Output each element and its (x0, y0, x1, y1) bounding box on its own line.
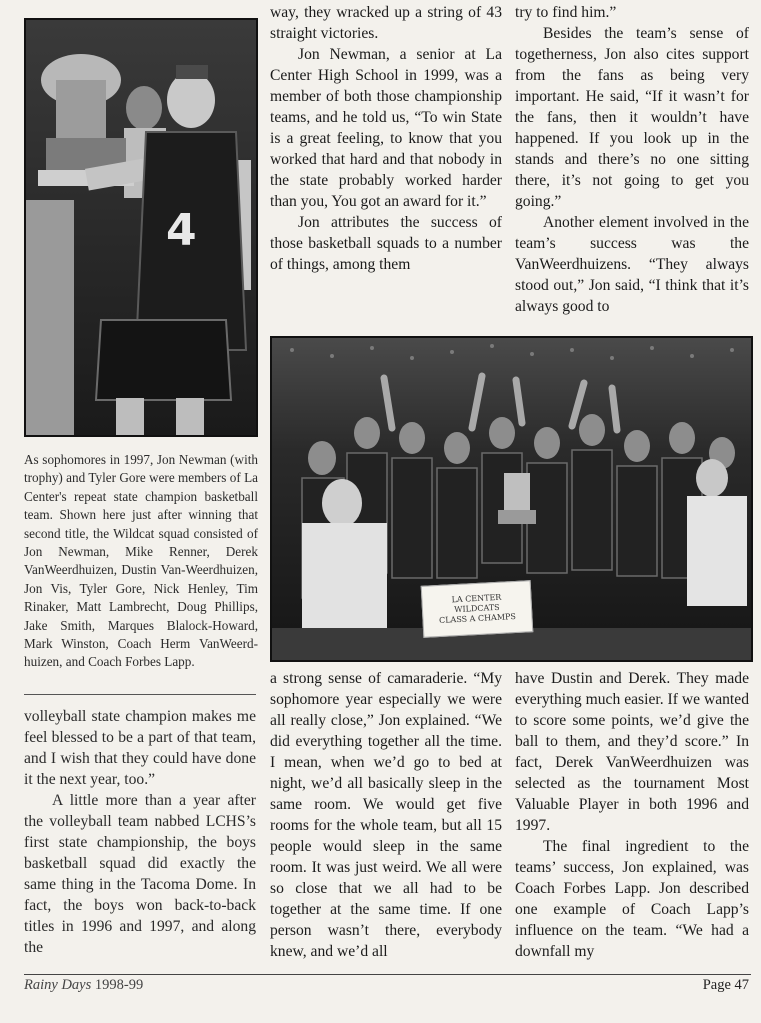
caption-divider (24, 694, 256, 695)
player-with-trophy-photo (24, 18, 258, 437)
photo-caption: As sophomores in 1997, Jon Newman (with trophy) and Tyler Gore were members of La Center's repeat state champion basketball team. Shown here just after winning that second title, the Wildcat squad consisted of Jon Newman, Mike Renner, Derek VanWeerdhuizen, Dustin Van-Weerdhuizen, Jon Vis, Tyler Gore, Nick Henley, Tim Rinaker, Matt Lambrecht, Doug Phillips, Jake Smith, Marques Blalock-Howard, Mark Winston, Coach Herm VanWeerd-huizen, and Coach Forbes Lapp. (24, 452, 258, 670)
article-column-right-bottom (515, 668, 749, 962)
paragraph: A little more than a year after the volleyball team nabbed LCHS’s first state championship, the boys basketball squad did exactly the same thing in the Tacoma Dome. In fact, the boys won back-to-back titles in 1996 and 1997, and along the (24, 792, 256, 956)
sign-line: CLASS A CHAMPS (438, 611, 517, 625)
paragraph: a strong sense of camaraderie. “My sophomore year especially we were all really close,” Jon explained. “We did everything together all the time. I mean, when we’d go to bed at night, we’d all basically sleep in the same room. We would get five rooms for the whole team, but all 15 people would sleep in the same room. It was just weird. We all were so close that we all had to be together at the same time. If one person wasn’t there, everybody knew, and we’d all (270, 670, 502, 960)
sign-line: LA CENTER (451, 592, 502, 605)
paragraph: try to find him.” (515, 4, 617, 21)
jersey-number: 4 (166, 205, 197, 256)
article-column-right-top (515, 2, 749, 317)
article-column-center-top (270, 2, 502, 275)
champions-sign (421, 580, 534, 638)
article-column-left (24, 706, 256, 958)
paragraph: Another element involved in the team’s success was the VanWeerdhuizens. “They always stood out,” Jon said, “I think that it’s always good to (515, 214, 749, 315)
publication-name: Rainy Days (24, 977, 92, 993)
paragraph: Jon attributes the success of those basketball squads to a number of things, among them (270, 214, 502, 273)
paragraph: The final ingredient to the teams’ success, Jon explained, was Coach Forbes Lapp. Jon described one example of Coach Lapp’s influence on the team. “We had a downfall my (515, 838, 749, 960)
paragraph: Besides the team’s sense of togetherness, Jon also cites support from the fans as being very important. He said, “If it wasn’t for the fans, then it wouldn’t have happened. If you look up in the stands and there’s no one sitting there, it’s not going to get you going.” (515, 25, 749, 210)
sign-line: WILDCATS (454, 602, 500, 615)
paragraph: have Dustin and Derek. They made everything much easier. If we wanted to score some points, we’d give the ball to them, and they’d score.” In fact, Derek VanWeerdhuizen was selected as the tournament Most Valuable Player in both 1996 and 1997. (515, 670, 749, 834)
footer-publication (24, 977, 143, 994)
team-celebration-photo (270, 336, 753, 662)
paragraph: Jon Newman, a senior at La Center High School in 1999, was a member of both those championship teams, and he told us, “To win State is a great feeling, to know that you worked that hard and that nobody in the state probably worked harder than you, You got an award for it.” (270, 46, 502, 210)
page-number: Page 47 (702, 977, 749, 993)
article-column-center-bottom (270, 668, 502, 962)
publication-year: 1998-99 (94, 977, 144, 993)
footer-divider (24, 974, 751, 975)
paragraph: volleyball state champion makes me feel blessed to be a part of that team, and I wish that they could have done it the next year, too.” (24, 708, 256, 788)
paragraph: way, they wracked up a string of 43 straight victories. (270, 4, 502, 42)
trophy-photo-graphic (26, 20, 256, 435)
